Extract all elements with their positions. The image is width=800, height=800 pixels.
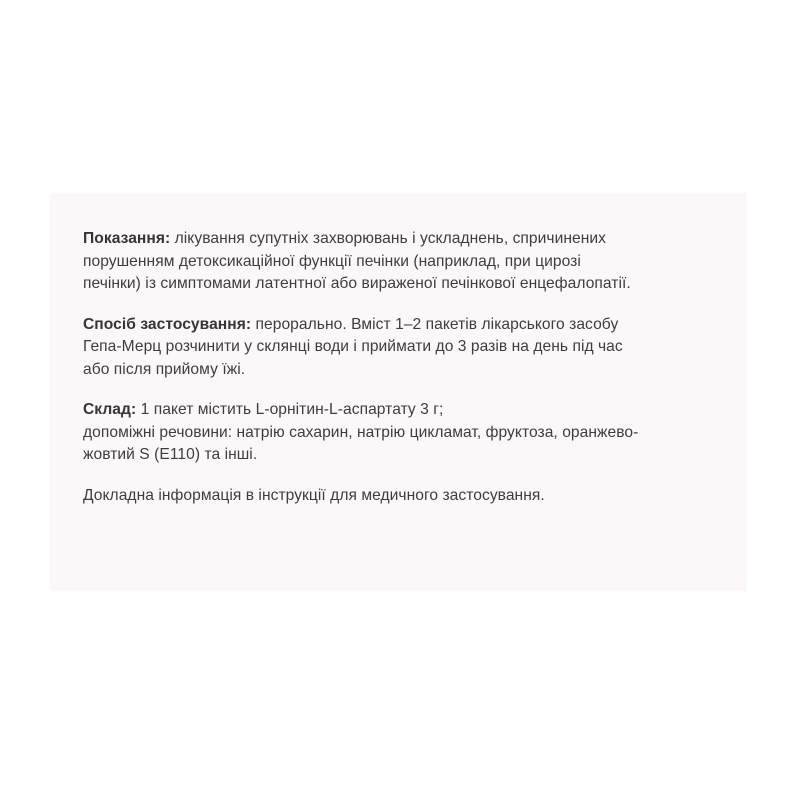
administration-text-2: Гепа-Мерц розчинити у склянці води і приймати до 3 разів на день під час <box>83 338 623 355</box>
indications-label: Показання: <box>83 230 171 247</box>
indications-text-2: порушенням детоксикаційної функції печінки (наприклад, при цирозі <box>83 252 581 270</box>
indications-text-1: лікування супутніх захворювань і ускладнень, спричинених <box>170 230 607 247</box>
administration-text-1: перорально. Вміст 1–2 пакетів лікарського засобу <box>251 315 619 333</box>
indications-text-3: печінки) із симптомами латентної або вираженої печінкової енцефалопатії. <box>83 275 631 292</box>
composition-line-1 <box>83 399 733 422</box>
indications-paragraph <box>83 228 733 296</box>
administration-label: Спосіб застосування: <box>83 315 252 333</box>
composition-text-1: 1 пакет містить L-орнітин-L-аспартату 3 г; <box>136 401 444 418</box>
administration-paragraph <box>83 314 733 382</box>
footer-text: Докладна інформація в інструкції для медичного застосування. <box>83 486 545 504</box>
composition-paragraph <box>83 399 733 467</box>
composition-text-3: жовтий S (E110) та інші. <box>83 446 258 463</box>
indications-line-1 <box>83 228 733 251</box>
administration-text-3: або після прийому їжі. <box>83 360 246 378</box>
footer-paragraph <box>83 485 733 508</box>
package-text-block <box>83 228 733 525</box>
composition-label: Склад: <box>83 401 137 418</box>
composition-text-2: допоміжні речовини: натрію сахарин, натрію цикламат, фруктоза, оранжево- <box>83 423 639 441</box>
administration-line-1 <box>83 314 733 337</box>
